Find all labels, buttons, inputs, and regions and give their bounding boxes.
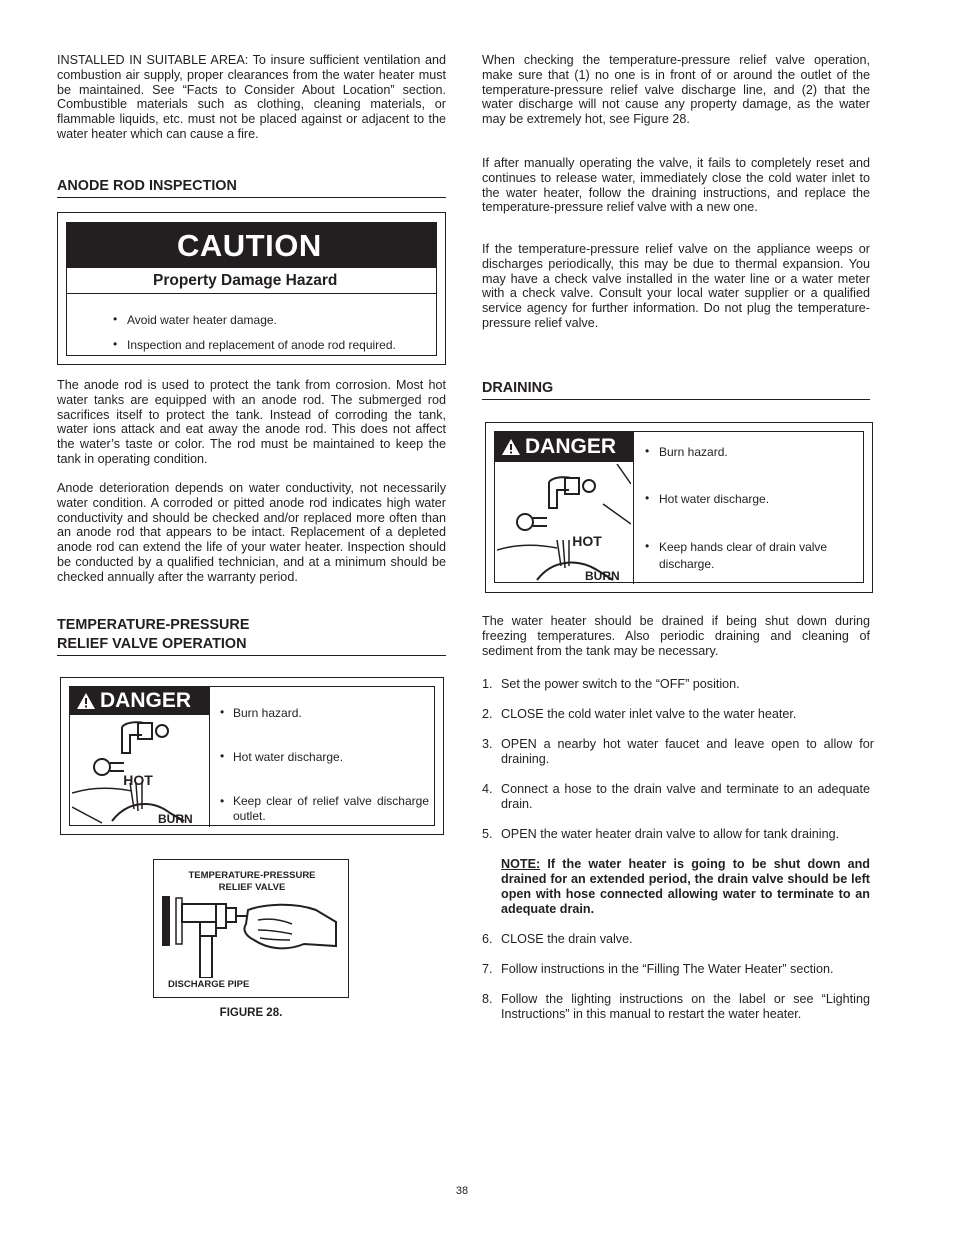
hot-faucet-burn-icon bbox=[72, 717, 206, 825]
warning-triangle-icon bbox=[76, 692, 96, 710]
draining-heading: DRAINING bbox=[482, 379, 870, 400]
figure-label-top-2: RELIEF VALVE bbox=[218, 882, 286, 893]
warning-triangle-icon bbox=[501, 438, 521, 456]
tp-danger-bullet-2: Hot water discharge. bbox=[233, 750, 344, 764]
right-paragraph-3: If the temperature-pressure relief valve on the appliance weeps or discharges periodically, this may be due to thermal expansion. You may have a check valve installed in the water line or a water meter with a check valve. Consult your local water supplier or a qualified service agency for further information. Do not plug the temperature-pressure relief valve. bbox=[482, 242, 870, 330]
drain-intro: The water heater should be drained if being shut down during freezing temperatures. Also periodic draining and cleaning of sediment from the tank may be necessary. bbox=[482, 614, 870, 658]
bullet-icon: • bbox=[113, 312, 118, 326]
caution-title: CAUTION bbox=[67, 223, 436, 268]
caution-inner bbox=[66, 222, 437, 356]
burn-label: BURN bbox=[585, 569, 620, 582]
caution-bullet-1: Avoid water heater damage. bbox=[127, 313, 277, 327]
figure-label-top-1: TEMPERATURE-PRESSURE bbox=[188, 870, 316, 881]
tp-danger-bullet-1: Burn hazard. bbox=[233, 706, 302, 720]
anode-paragraph-2: Anode deterioration depends on water conductivity, not necessarily water condition. A corroded or pitted anode rod indicates high water conductivity and should be checked and/or replaced more often than an anode rod that appears to be intact. Replacement of a depleted anode rod can extend the life of your water heater. Inspection should be conducted by a qualified technician, and at a minimum should be checked annually after the warranty period. bbox=[57, 481, 446, 584]
tp-danger-title bbox=[70, 687, 209, 715]
hot-label: HOT bbox=[123, 772, 153, 788]
burn-label: BURN bbox=[158, 812, 193, 825]
list-item: 4. Connect a hose to the drain valve and terminate to an adequate drain. bbox=[482, 782, 870, 811]
drain-danger-bullet-1: Burn hazard. bbox=[659, 445, 728, 459]
caution-bullet-2: Inspection and replacement of anode rod required. bbox=[127, 338, 396, 352]
drain-danger-inner bbox=[494, 431, 864, 583]
tp-danger-title-text: DANGER bbox=[100, 689, 192, 712]
note-text: If the water heater is going to be shut down and drained for an extended period, the drain valve should be left open with hose connected allowing water to terminate to an adequate drain. bbox=[501, 857, 870, 916]
caution-box bbox=[57, 212, 446, 365]
right-paragraph-2: If after manually operating the valve, it fails to completely reset and continues to release water, immediately close the cold water inlet to the water heater, follow the draining instructions, and replace the temperature-pressure relief valve with a new one. bbox=[482, 156, 870, 215]
bullet-icon: • bbox=[645, 539, 650, 553]
page-number: 38 bbox=[455, 1185, 469, 1197]
installed-paragraph: INSTALLED IN SUITABLE AREA: To insure sufficient ventilation and combustion air supply, proper clearances from the water heater must be maintained. See “Facts to Consider About Location” section. Combustible materials such as clothing, cleaning materials, or flammable liquids, etc. must not be placed against or adjacent to the water heater which can cause a fire. bbox=[57, 53, 446, 141]
tp-heading-line2: RELIEF VALVE OPERATION bbox=[57, 635, 446, 656]
tp-heading-line1: TEMPERATURE-PRESSURE bbox=[57, 617, 250, 633]
tp-danger-box bbox=[60, 677, 444, 835]
drain-danger-bullet-2: Hot water discharge. bbox=[659, 492, 770, 506]
bullet-icon: • bbox=[220, 749, 225, 763]
note-label: NOTE: bbox=[501, 857, 541, 871]
anode-paragraph-1: The anode rod is used to protect the tank from corrosion. Most hot water tanks are equipped with an anode rod. The submerged rod sacrifices itself to protect the tank. Instead of corroding the tank, water ions attack and eat away the anode rod. This does not affect the water’s taste or color. The rod must be maintained to keep the tank in operating condition. bbox=[57, 378, 446, 466]
figure-28-box bbox=[153, 859, 349, 998]
tp-danger-inner bbox=[69, 686, 435, 826]
bullet-icon: • bbox=[220, 794, 225, 808]
drain-danger-title-text: DANGER bbox=[525, 435, 617, 458]
list-item: 8. Follow the lighting instructions on the label or see “Lighting Instructions” in this manual to restart the water heater. bbox=[482, 992, 870, 1021]
bullet-icon: • bbox=[645, 491, 650, 505]
right-paragraph-1: When checking the temperature-pressure relief valve operation, make sure that (1) no one is in front of or around the outlet of the temperature-pressure relief valve discharge line, and (2) that the water discharge will not cause any property damage, as the water may be extremely hot, see Figure 28. bbox=[482, 53, 870, 127]
drain-danger-bullet-3: Keep hands clear of drain valve discharge. bbox=[659, 540, 828, 571]
divider bbox=[209, 687, 210, 827]
note bbox=[501, 857, 870, 917]
anode-heading: ANODE ROD INSPECTION bbox=[57, 177, 446, 198]
drain-danger-box bbox=[485, 422, 873, 593]
caution-subtitle: Property Damage Hazard bbox=[67, 268, 436, 294]
divider bbox=[633, 432, 634, 584]
list-item: 3. OPEN a nearby hot water faucet and leave open to allow for draining. bbox=[482, 737, 874, 766]
drain-danger-title bbox=[495, 432, 633, 462]
relief-valve-hand-icon bbox=[154, 896, 348, 978]
hot-faucet-burn-icon bbox=[497, 464, 631, 582]
hot-label: HOT bbox=[572, 533, 602, 549]
bullet-icon: • bbox=[645, 444, 650, 458]
bullet-icon: • bbox=[113, 337, 118, 351]
figure-caption: FIGURE 28. bbox=[219, 1007, 283, 1019]
figure-label-bottom: DISCHARGE PIPE bbox=[168, 979, 250, 990]
tp-danger-bullet-3: Keep clear of relief valve discharge outlet. bbox=[233, 794, 429, 823]
bullet-icon: • bbox=[220, 705, 225, 719]
